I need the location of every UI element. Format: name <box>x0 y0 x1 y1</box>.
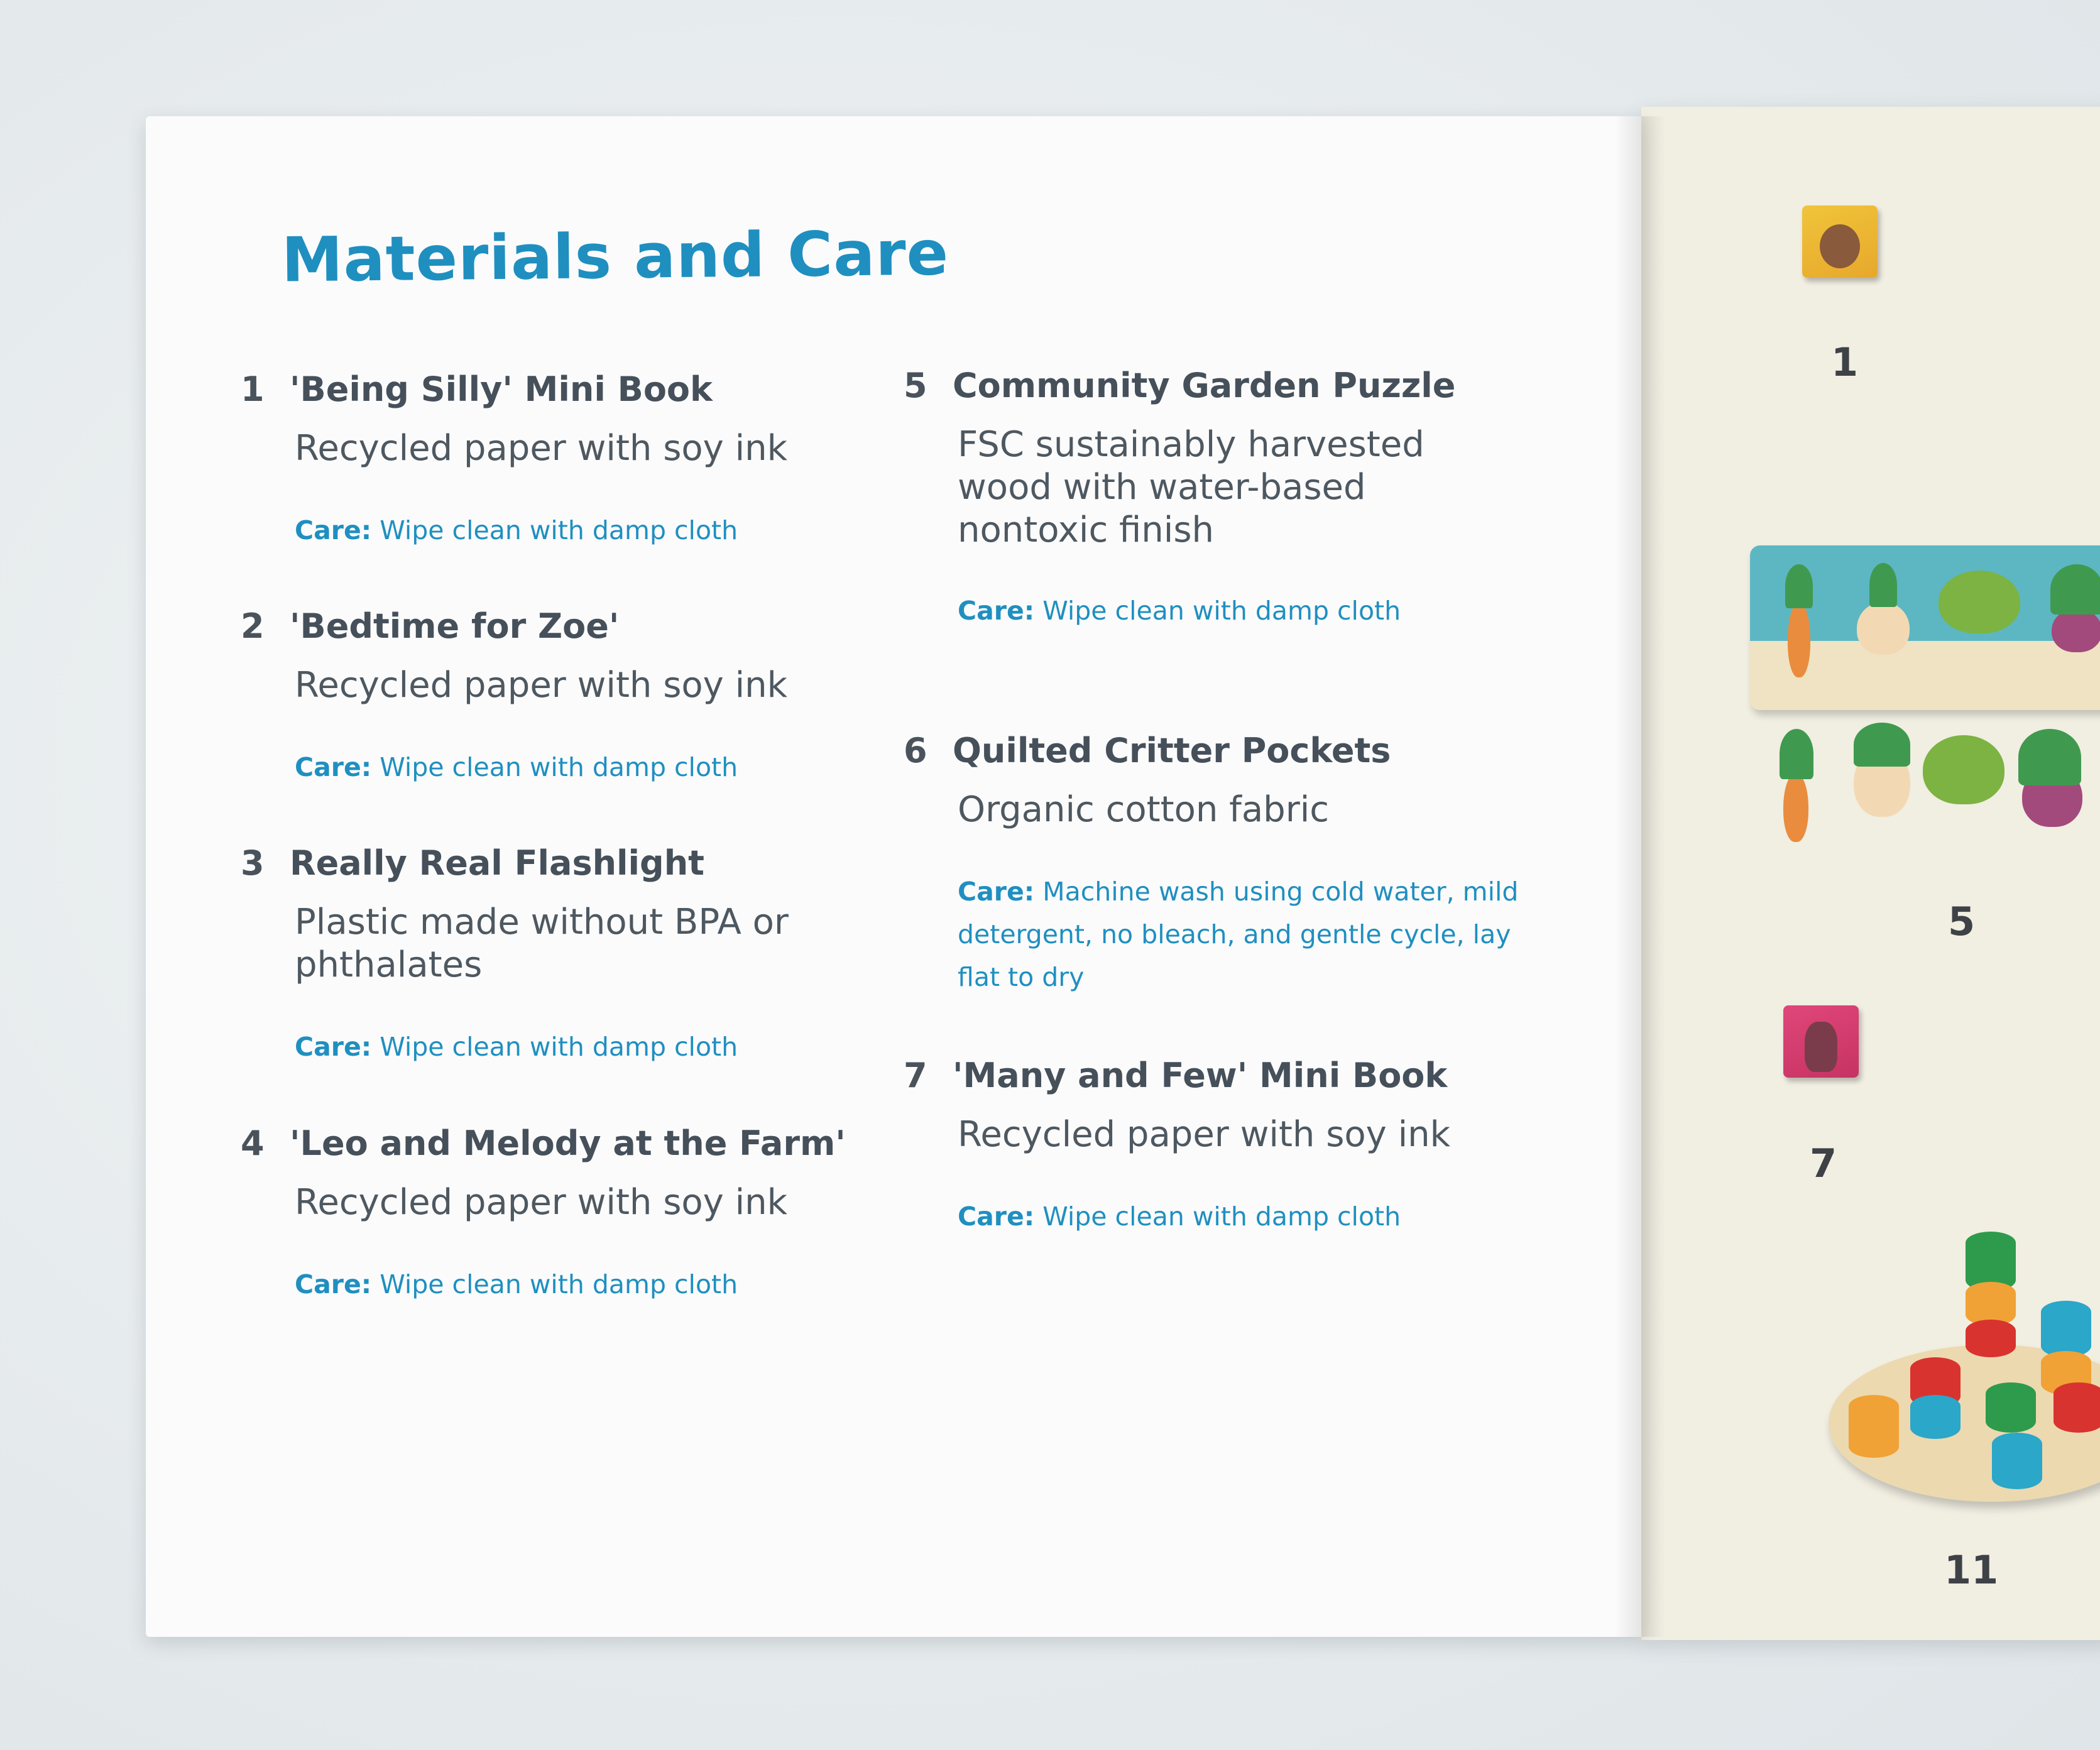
garden-puzzle-image <box>1750 545 2100 710</box>
care-text: Wipe clean with damp cloth <box>1042 1201 1401 1232</box>
item-material: Organic cotton fabric <box>958 789 1330 830</box>
item-number: 5 <box>904 366 927 405</box>
care-text: Machine wash using cold water, mild detergent, no bleach, and gentle cycle, lay flat to dry <box>958 877 1519 992</box>
care-label: Care: <box>295 515 372 545</box>
item-material: Recycled paper with soy ink <box>295 428 788 469</box>
care-text: Wipe clean with damp cloth <box>380 1032 738 1062</box>
onion-leaf-image <box>1854 723 1910 767</box>
photo-number: 7 <box>1810 1140 1837 1186</box>
item-care <box>958 1195 1561 1238</box>
carrot-leaf-image <box>1780 729 1813 779</box>
care-text: Wipe clean with damp cloth <box>1042 596 1401 626</box>
lettuce-piece-image <box>1923 735 2004 804</box>
care-text: Wipe clean with damp cloth <box>380 752 738 782</box>
care-label: Care: <box>295 752 372 782</box>
photo-number: 1 <box>1831 339 1859 385</box>
care-label: Care: <box>958 596 1035 626</box>
care-label: Care: <box>958 1201 1035 1232</box>
item-name: 'Bedtime for Zoe' <box>290 606 620 646</box>
item-name: 'Leo and Melody at the Farm' <box>290 1124 846 1163</box>
radish-leaf-image <box>2018 729 2081 785</box>
item-material: Recycled paper with soy ink <box>295 1182 788 1223</box>
item-care <box>295 1025 898 1068</box>
item-name: Really Real Flashlight <box>290 843 704 883</box>
blue-peg-image <box>2041 1301 2091 1357</box>
item-name: 'Many and Few' Mini Book <box>953 1056 1448 1095</box>
item-number: 3 <box>241 843 265 883</box>
red-peg-image <box>2054 1382 2100 1433</box>
item-number: 4 <box>241 1124 265 1163</box>
item-material: Recycled paper with soy ink <box>295 665 788 706</box>
item-number: 2 <box>241 606 265 646</box>
item-care <box>295 746 898 789</box>
photo-number: 11 <box>1944 1547 1999 1593</box>
item-care <box>295 1263 898 1306</box>
care-text: Wipe clean with damp cloth <box>380 515 738 545</box>
care-label: Care: <box>295 1032 372 1062</box>
mini-book-being-silly-image <box>1802 205 1878 278</box>
item-name: Quilted Critter Pockets <box>953 731 1391 770</box>
green-peg-image <box>1986 1382 2036 1433</box>
red-peg-image <box>1966 1320 2016 1357</box>
item-number: 1 <box>241 369 265 409</box>
item-material: Plastic made without BPA or phthalates <box>295 902 789 985</box>
item-care <box>958 870 1523 998</box>
orange-peg-image <box>1849 1395 1899 1458</box>
item-material: Recycled paper with soy ink <box>958 1114 1451 1155</box>
item-name: 'Being Silly' Mini Book <box>290 369 713 409</box>
carrot-piece-image <box>1783 773 1808 842</box>
mini-book-many-and-few-image <box>1783 1005 1859 1078</box>
care-label: Care: <box>295 1269 372 1299</box>
page-title: Materials and Care <box>281 217 949 297</box>
item-number: 6 <box>904 731 927 770</box>
blue-peg-image <box>1910 1395 1961 1439</box>
item-number: 7 <box>904 1056 927 1095</box>
item-care <box>295 509 898 552</box>
care-label: Care: <box>958 877 1035 907</box>
item-name: Community Garden Puzzle <box>953 366 1456 405</box>
item-material: FSC sustainably harvested wood with water-based nontoxic finish <box>958 424 1425 550</box>
photo-number: 5 <box>1948 899 1976 944</box>
blue-peg-image <box>1992 1433 2042 1489</box>
care-text: Wipe clean with damp cloth <box>380 1269 738 1299</box>
item-care <box>958 589 1561 632</box>
